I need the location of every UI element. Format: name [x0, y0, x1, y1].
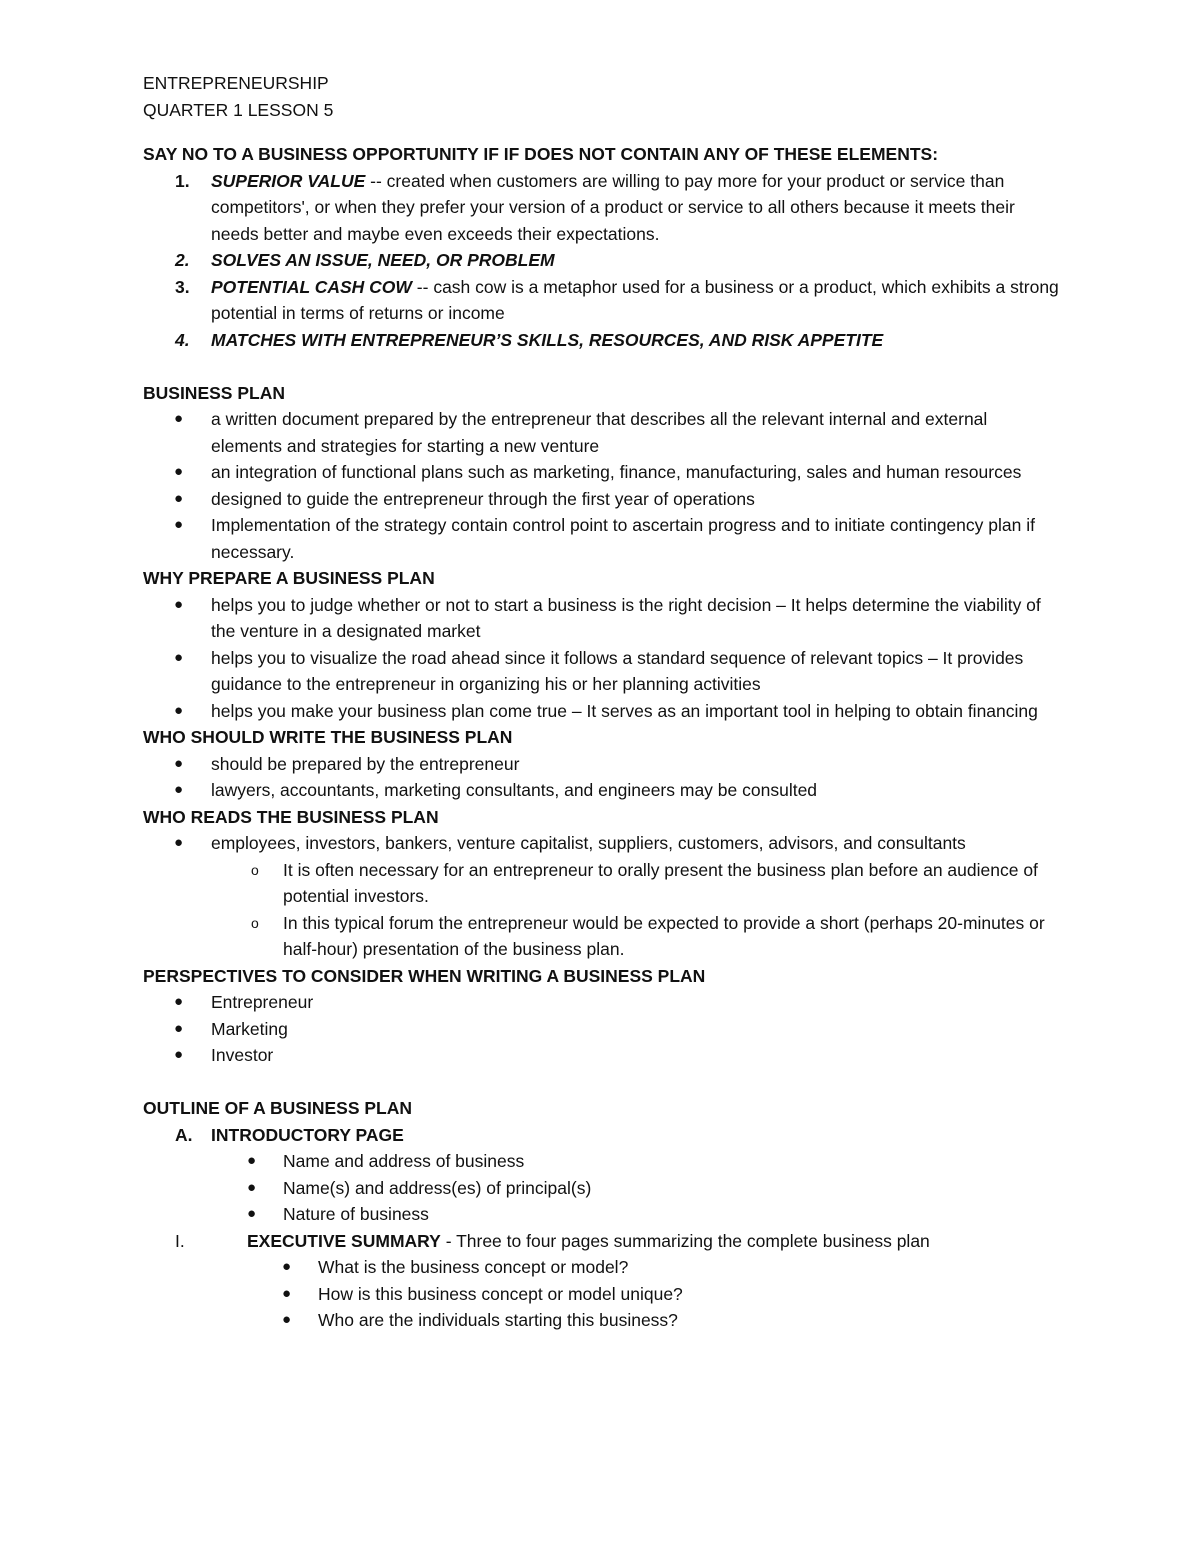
list-item [143, 1254, 1060, 1281]
bullet-icon: ● [174, 648, 184, 666]
list-item [143, 406, 1060, 459]
item-text: employees, investors, bankers, venture capitalist, suppliers, customers, advisors, and consultants [211, 833, 966, 853]
list-item [143, 1042, 1060, 1069]
lesson-title: QUARTER 1 LESSON 5 [143, 99, 334, 120]
say-no-item [143, 274, 1060, 327]
perspectives-list [143, 989, 1060, 1069]
say-no-item [143, 168, 1060, 248]
bullet-icon: ● [174, 701, 184, 719]
list-item [143, 1016, 1060, 1043]
outline-heading: OUTLINE OF A BUSINESS PLAN [143, 1098, 412, 1118]
circle-bullet-icon: o [251, 914, 259, 931]
subject-title: ENTREPRENEURSHIP [143, 73, 329, 93]
item-text: In this typical forum the entrepreneur would be expected to provide a short (perhaps 20-minutes or half-hour) presentation of the business plan. [283, 912, 1045, 959]
item-text: lawyers, accountants, marketing consultants, and engineers may be consulted [211, 780, 818, 800]
bullet-icon: ● [174, 410, 184, 427]
list-number: 1. [175, 170, 190, 191]
bullet-icon: ● [247, 1178, 257, 1196]
section-executive-summary [143, 1228, 1060, 1255]
list-item [143, 486, 1060, 513]
item-term: SUPERIOR VALUE [211, 170, 366, 191]
bullet-icon: ● [247, 1205, 257, 1222]
circle-bullet-icon: o [251, 861, 259, 878]
bullet-icon: ● [174, 489, 184, 507]
list-item [143, 1175, 1060, 1202]
list-item [143, 512, 1060, 565]
item-term: MATCHES WITH ENTREPRENEUR’S SKILLS, RESOURCES, AND RISK APPETITE [211, 329, 884, 350]
bullet-icon: ● [174, 754, 184, 772]
sub-list-item [143, 910, 1060, 963]
list-item [143, 592, 1060, 645]
item-text: Implementation of the strategy contain control point to ascertain progress and to initiate contingency plan if necessary. [211, 515, 1035, 562]
bullet-icon: ● [247, 1152, 257, 1169]
item-text: Name and address of business [283, 1151, 525, 1171]
section-introductory-page [143, 1122, 1060, 1149]
item-text: helps you to judge whether or not to start a business is the right decision – It helps determine the viability of the venture in a designated market [211, 594, 1041, 641]
say-no-item [143, 247, 1060, 274]
who-write-list [143, 751, 1060, 804]
item-text: Who are the individuals starting this business? [318, 1310, 678, 1330]
say-no-item [143, 327, 1060, 354]
item-text: Nature of business [283, 1204, 429, 1224]
bullet-icon: ● [282, 1311, 292, 1328]
section-text: - Three to four pages summarizing the complete business plan [440, 1230, 930, 1251]
item-text: What is the business concept or model? [318, 1257, 629, 1277]
item-text: helps you to visualize the road ahead since it follows a standard sequence of relevant topics – It provides guidance to the entrepreneur in organizing his or her planning activities [211, 647, 1024, 694]
item-text: helps you make your business plan come true – It serves as an important tool in helping to obtain financing [211, 700, 1038, 721]
list-item [143, 1201, 1060, 1228]
list-number: 2. [175, 250, 190, 270]
list-item [143, 777, 1060, 804]
list-item [143, 698, 1060, 725]
bullet-icon: ● [174, 1046, 184, 1063]
bullet-icon: ● [174, 834, 184, 851]
who-write-heading: WHO SHOULD WRITE THE BUSINESS PLAN [143, 727, 513, 747]
list-item [143, 751, 1060, 778]
list-item [143, 989, 1060, 1016]
executive-summary-list [143, 1254, 1060, 1334]
item-text: Investor [211, 1045, 274, 1065]
list-number: 4. [175, 329, 190, 350]
introductory-list [143, 1148, 1060, 1228]
business-plan-list [143, 406, 1060, 565]
section-numeral: I. [175, 1230, 185, 1251]
list-item [143, 645, 1060, 698]
business-plan-heading: BUSINESS PLAN [143, 382, 285, 403]
bullet-icon: ● [174, 463, 184, 480]
bullet-icon: ● [174, 781, 184, 798]
bullet-icon: ● [282, 1284, 292, 1302]
section-title: INTRODUCTORY PAGE [211, 1124, 404, 1145]
perspectives-heading: PERSPECTIVES TO CONSIDER WHEN WRITING A BUSINESS PLAN [143, 965, 706, 986]
list-item [143, 1281, 1060, 1308]
item-text: an integration of functional plans such as marketing, finance, manufacturing, sales and human resources [211, 462, 1022, 482]
item-text: Marketing [211, 1018, 288, 1039]
item-term: POTENTIAL CASH COW [211, 276, 412, 297]
item-term: SOLVES AN ISSUE, NEED, OR PROBLEM [211, 250, 555, 270]
say-no-heading: SAY NO TO A BUSINESS OPPORTUNITY IF IF DOES NOT CONTAIN ANY OF THESE ELEMENTS: [143, 144, 939, 164]
say-no-list [143, 168, 1060, 354]
item-text: designed to guide the entrepreneur through the first year of operations [211, 488, 755, 509]
list-number: 3. [175, 276, 190, 297]
section-letter: A. [175, 1124, 193, 1145]
item-text: -- created when customers are willing to pay more for your product or service than competitors', or when they prefer your version of a product or service to all others because it meets their needs better and maybe even exceeds their expectations. [211, 170, 1015, 244]
bullet-icon: ● [174, 595, 184, 613]
list-item [143, 1148, 1060, 1175]
bullet-icon: ● [174, 993, 184, 1010]
why-prepare-list [143, 592, 1060, 725]
list-item [143, 1307, 1060, 1334]
bullet-icon: ● [174, 1019, 184, 1037]
item-text: -- cash cow is a metaphor used for a business or a product, which exhibits a strong potential in terms of returns or income [211, 276, 1059, 323]
list-item [143, 830, 1060, 857]
section-title: EXECUTIVE SUMMARY [247, 1230, 441, 1251]
bullet-icon: ● [174, 516, 184, 533]
item-text: Entrepreneur [211, 992, 314, 1012]
item-text: a written document prepared by the entrepreneur that describes all the relevant internal and external elements and strategies for starting a new venture [211, 409, 988, 456]
bullet-icon: ● [282, 1258, 292, 1275]
item-text: How is this business concept or model unique? [318, 1283, 683, 1304]
list-item [143, 459, 1060, 486]
item-text: It is often necessary for an entrepreneur to orally present the business plan before an audience of potential investors. [283, 859, 1038, 906]
who-reads-heading: WHO READS THE BUSINESS PLAN [143, 806, 439, 827]
item-text: should be prepared by the entrepreneur [211, 753, 520, 774]
item-text: Name(s) and address(es) of principal(s) [283, 1177, 592, 1198]
why-prepare-heading: WHY PREPARE A BUSINESS PLAN [143, 568, 435, 588]
sub-list-item [143, 857, 1060, 910]
who-reads-list [143, 830, 1060, 963]
